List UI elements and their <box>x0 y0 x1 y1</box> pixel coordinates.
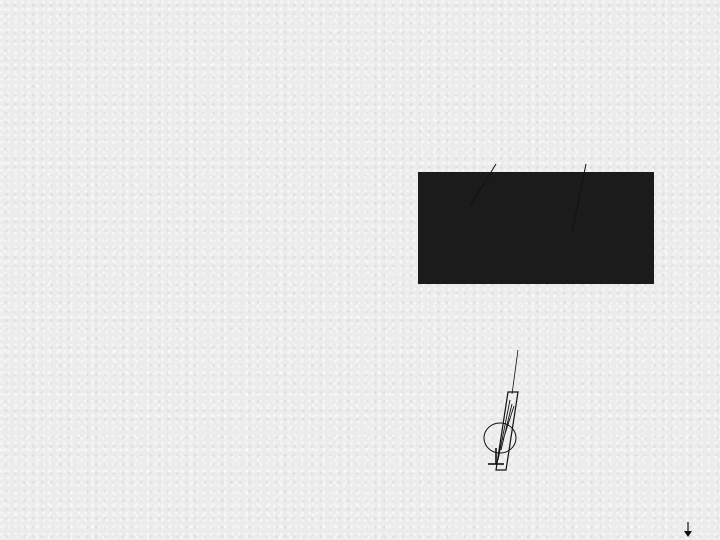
lattice-background <box>418 172 654 284</box>
point-defects-figure <box>400 150 665 285</box>
shift-vector-arrow <box>684 531 692 537</box>
paragraph-defect-origin <box>8 109 708 128</box>
point-defects-text <box>25 182 325 200</box>
paragraph-real-crystal <box>8 33 708 52</box>
edge-dislocation-figure <box>426 330 716 540</box>
